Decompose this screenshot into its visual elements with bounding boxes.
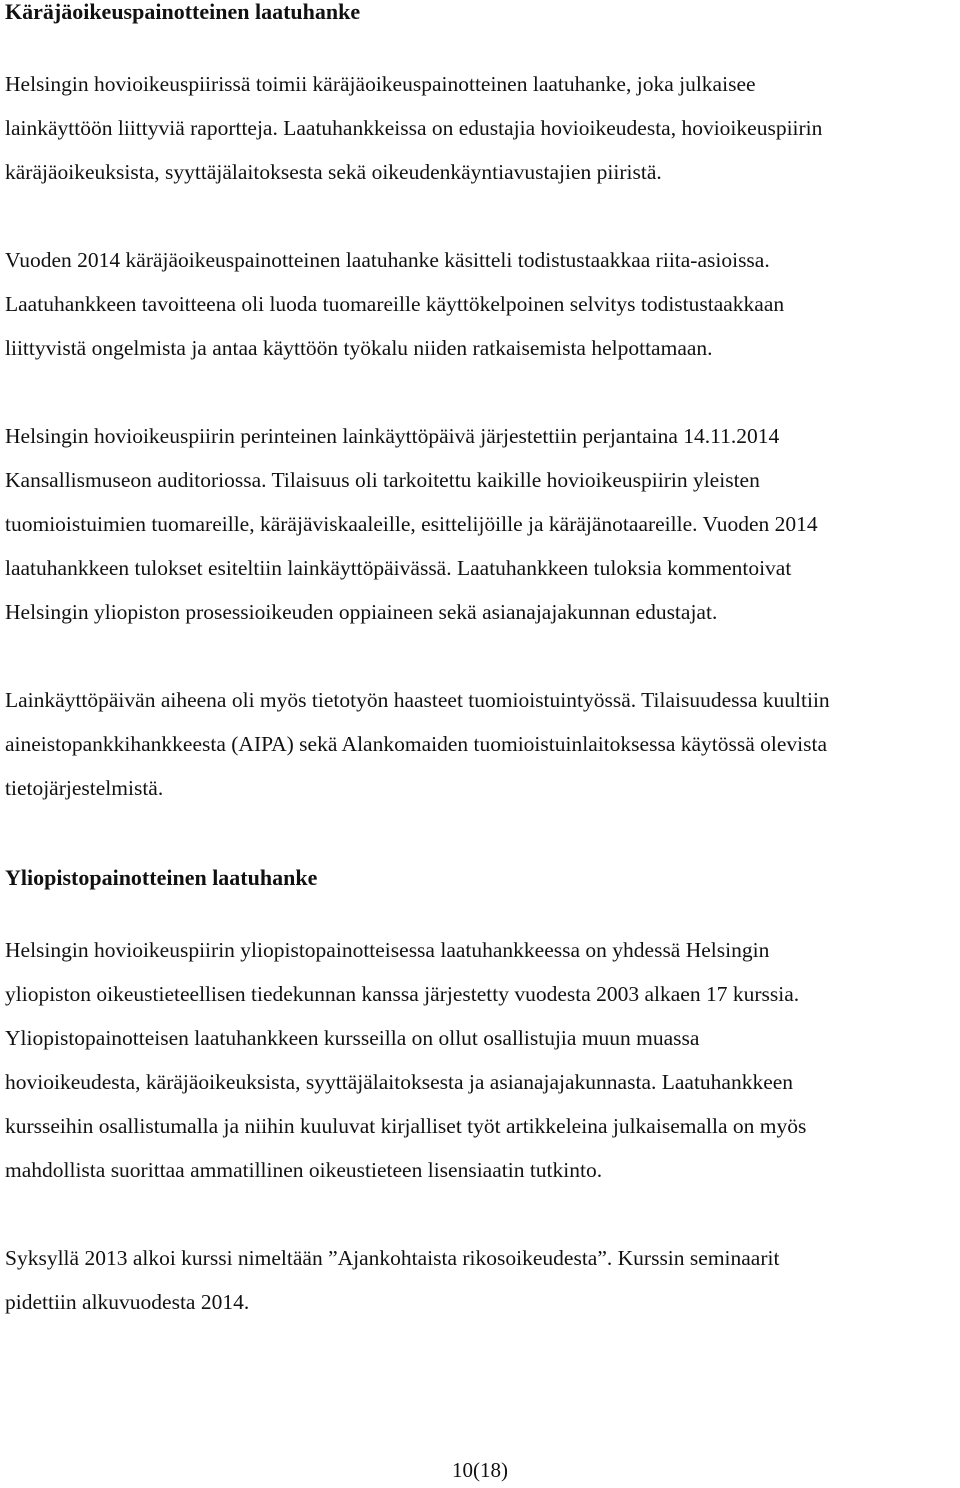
text-line: kursseihin osallistumalla ja niihin kuuluvat kirjalliset työt artikkeleina julkaisemalla on myös	[5, 1114, 807, 1138]
text-line: Kansallismuseon auditoriossa. Tilaisuus oli tarkoitettu kaikille hovioikeuspiirin yleisten	[5, 468, 760, 492]
text-line: Helsingin yliopiston prosessioikeuden oppiaineen sekä asianajajakunnan edustajat.	[5, 600, 718, 624]
text-line: mahdollista suorittaa ammatillinen oikeustieteen lisensiaatin tutkinto.	[5, 1158, 603, 1182]
text-line: Syksyllä 2013 alkoi kurssi nimeltään ”Ajankohtaista rikosoikeudesta”. Kurssin seminaarit	[5, 1246, 780, 1270]
paragraph	[5, 678, 957, 810]
text-line: hovioikeudesta, käräjäoikeuksista, syyttäjälaitoksesta ja asianajajakunnasta. Laatuhankkeen	[5, 1070, 794, 1094]
text-line: lainkäyttöön liittyviä raportteja. Laatuhankkeissa on edustajia hovioikeudesta, hovioikeuspiirin	[5, 116, 823, 140]
text-line: liittyvistä ongelmista ja antaa käyttöön työkalu niiden ratkaisemista helpottamaan.	[5, 336, 713, 360]
text-line: Vuoden 2014 käräjäoikeuspainotteinen laatuhanke käsitteli todistustaakkaa riita-asioissa.	[5, 248, 770, 272]
section-heading-yliopisto: Yliopistopainotteinen laatuhanke	[5, 865, 318, 890]
section-heading-karajaoikeus: Käräjäoikeuspainotteinen laatuhanke	[5, 0, 361, 24]
text-line: tuomioistuimien tuomareille, käräjäviskaaleille, esittelijöille ja käräjänotaareille. Vuoden 2014	[5, 512, 818, 536]
text-line: Helsingin hovioikeuspiirissä toimii käräjäoikeuspainotteinen laatuhanke, joka julkaisee	[5, 72, 756, 96]
text-line: Helsingin hovioikeuspiirin perinteinen lainkäyttöpäivä järjestettiin perjantaina 14.11.2014	[5, 424, 780, 448]
page-number: 10(18)	[452, 1458, 508, 1482]
paragraph	[5, 1236, 957, 1324]
text-line: Yliopistopainotteisen laatuhankkeen kursseilla on ollut osallistujia muun muassa	[5, 1026, 700, 1050]
paragraph	[5, 62, 957, 194]
text-line: käräjäoikeuksista, syyttäjälaitoksesta sekä oikeudenkäyntiavustajien piiristä.	[5, 160, 662, 184]
text-line: aineistopankkihankkeesta (AIPA) sekä Alankomaiden tuomioistuinlaitoksessa käytössä olevista	[5, 732, 828, 756]
paragraph	[5, 414, 957, 634]
text-line: pidettiin alkuvuodesta 2014.	[5, 1290, 250, 1314]
text-line: laatuhankkeen tulokset esiteltiin lainkäyttöpäivässä. Laatuhankkeen tuloksia kommentoivat	[5, 556, 792, 580]
text-line: yliopiston oikeustieteellisen tiedekunnan kanssa järjestetty vuodesta 2003 alkaen 17 kurssia.	[5, 982, 800, 1006]
paragraph	[5, 928, 957, 1192]
text-line: Laatuhankkeen tavoitteena oli luoda tuomareille käyttökelpoinen selvitys todistustaakkaan	[5, 292, 785, 316]
text-line: Lainkäyttöpäivän aiheena oli myös tietotyön haasteet tuomioistuintyössä. Tilaisuudessa kuultiin	[5, 688, 830, 712]
text-line: Helsingin hovioikeuspiirin yliopistopainotteisessa laatuhankkeessa on yhdessä Helsingin	[5, 938, 770, 962]
text-line: tietojärjestelmistä.	[5, 776, 164, 800]
paragraph	[5, 238, 957, 370]
